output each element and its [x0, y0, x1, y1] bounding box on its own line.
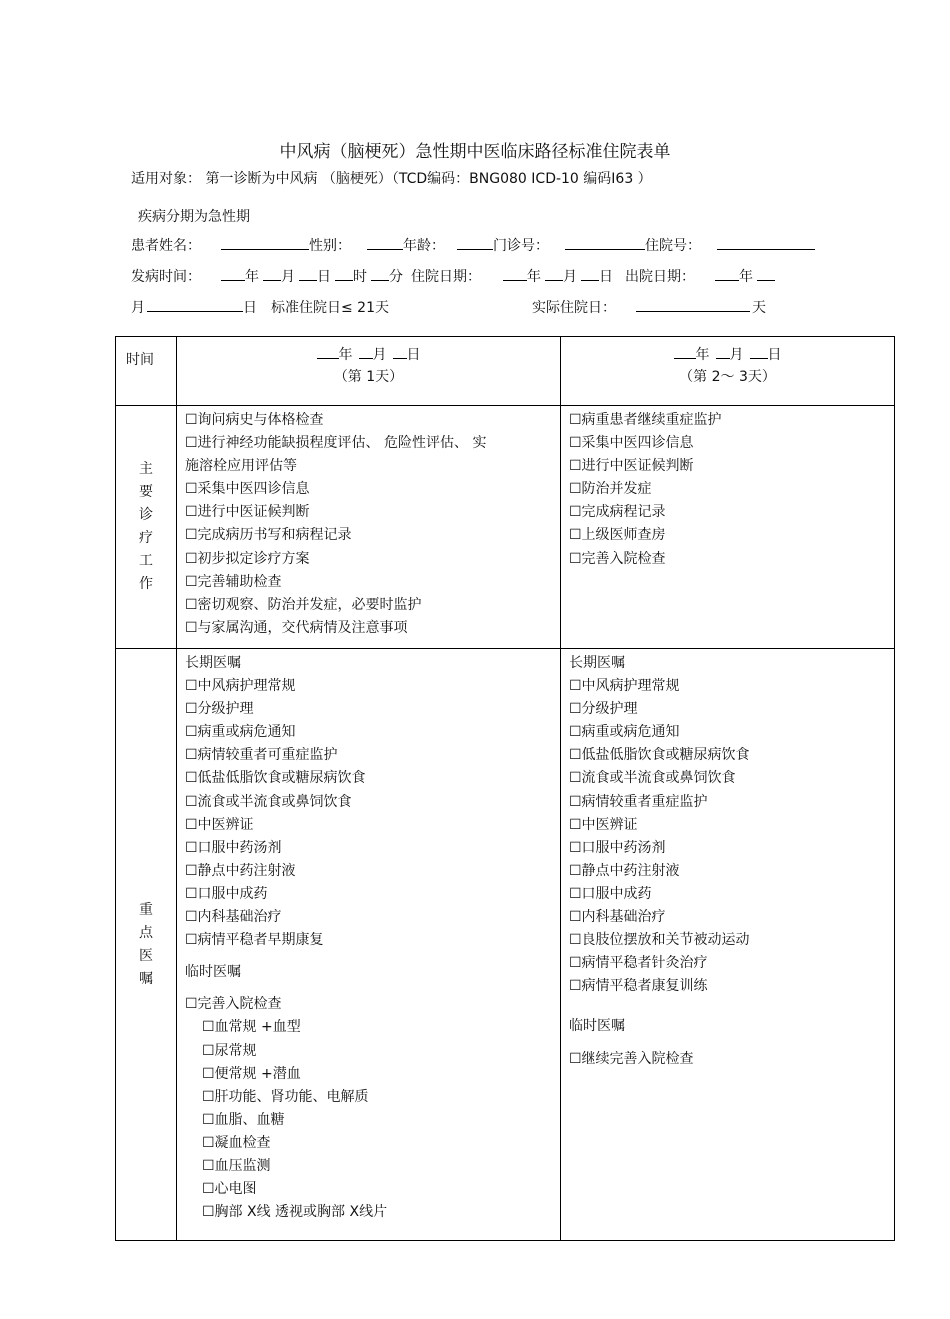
checklist-item[interactable]: ☐中医辨证: [185, 816, 254, 833]
row-label-char: 重: [139, 901, 153, 918]
month-label: 月: [281, 269, 295, 285]
col1-year-field[interactable]: [317, 344, 339, 359]
checklist-item[interactable]: ☐口服中成药: [569, 885, 652, 902]
checklist-item[interactable]: ☐病情较重者可重症监护: [185, 747, 338, 764]
checklist-item[interactable]: ☐病情平稳者针灸治疗: [569, 955, 708, 972]
onset-minute-field[interactable]: [371, 266, 389, 281]
checklist-item[interactable]: ☐询问病史与体格检查: [185, 412, 324, 428]
checklist-item[interactable]: ☐中风病护理常规: [569, 678, 680, 695]
checklist-item[interactable]: ☐采集中医四诊信息: [569, 435, 694, 452]
checklist-item[interactable]: ☐与家属沟通，交代病情及注意事项: [185, 619, 408, 636]
checklist-item[interactable]: ☐中风病护理常规: [185, 678, 296, 695]
checklist-item[interactable]: ☐病重患者继续重症监护: [569, 412, 722, 428]
day-unit-label: 天: [752, 300, 766, 316]
checklist-item[interactable]: ☐完成病历书写和病程记录: [185, 527, 352, 544]
long-term-orders-heading: 长期医嘱: [569, 655, 625, 671]
stage-line: 疾病分期为急性期: [138, 209, 250, 225]
key-orders-label: [116, 649, 177, 1241]
col1-header: [177, 337, 561, 406]
checklist-item[interactable]: ☐低盐低脂饮食或糖尿病饮食: [185, 770, 366, 787]
col2-header: [561, 337, 895, 406]
year-label: 年: [245, 269, 259, 285]
work-col2-list: [561, 406, 895, 649]
day-label: 日: [243, 300, 257, 316]
stay-line: [131, 297, 389, 317]
admit-date-label: 住院日期：: [411, 269, 481, 285]
checklist-item[interactable]: ☐病重或病危通知: [185, 724, 296, 741]
inpatient-number-field[interactable]: [717, 235, 815, 250]
sex-field[interactable]: [367, 235, 403, 250]
checklist-item[interactable]: ☐完善入院检查: [185, 996, 282, 1013]
actual-stay: [532, 297, 766, 317]
clinic-number-label: 门诊号：: [493, 238, 549, 254]
actual-stay-field[interactable]: [636, 297, 750, 312]
checklist-subitem[interactable]: ☐心电图: [202, 1181, 257, 1198]
age-field[interactable]: [457, 235, 493, 250]
col1-day-field[interactable]: [393, 344, 407, 359]
row-label-char: 要: [139, 484, 153, 500]
checklist-item[interactable]: ☐中医辨证: [569, 816, 638, 833]
col1-date: [177, 344, 560, 366]
orders-col2-list: [561, 649, 895, 1241]
checklist-item[interactable]: ☐病情较重者重症监护: [569, 793, 708, 810]
row-label-char: 工: [139, 553, 153, 569]
time-label: 时间: [126, 352, 154, 368]
day-label: 日: [317, 269, 331, 285]
main-work-row: [116, 406, 895, 649]
checklist-item[interactable]: ☐口服中药汤剂: [185, 839, 282, 856]
checklist-item[interactable]: ☐初步拟定诊疗方案: [185, 550, 310, 567]
checklist-item[interactable]: 施溶栓应用评估等: [185, 458, 297, 475]
age-label: 年龄：: [403, 238, 445, 254]
row-label-char: 诊: [139, 507, 153, 523]
checklist-item[interactable]: ☐静点中药注射液: [185, 862, 296, 879]
col2-day-number: （第 2～ 3天）: [679, 369, 776, 385]
temp-orders-heading: 临时医嘱: [569, 1018, 625, 1035]
checklist-subitem[interactable]: ☐尿常规: [202, 1042, 257, 1059]
admit-day-field[interactable]: [581, 266, 599, 281]
checklist-subitem[interactable]: ☐血压监测: [202, 1157, 271, 1174]
checklist-item[interactable]: ☐进行中医证候判断: [185, 504, 310, 521]
patient-name-label: 患者姓名：: [131, 238, 201, 254]
actual-stay-label: 实际住院日：: [532, 300, 616, 316]
checklist-item[interactable]: ☐内科基础治疗: [569, 909, 666, 926]
checklist-item[interactable]: ☐完善辅助检查: [185, 573, 282, 590]
year-label: 年: [739, 269, 753, 285]
row-label-char: 疗: [139, 530, 153, 546]
long-term-orders-heading: 长期医嘱: [185, 655, 241, 671]
year-label: 年: [695, 347, 710, 363]
checklist-item[interactable]: ☐口服中药汤剂: [569, 839, 666, 856]
scope-line: 适用对象： 第一诊断为中风病 （脑梗死）（TCD编码：BNG080 ICD-10 编码I63 ）: [131, 171, 652, 187]
standard-stay-label: 标准住院日≤ 21天: [271, 300, 389, 316]
col1-month-field[interactable]: [359, 344, 373, 359]
onset-day-field[interactable]: [299, 266, 317, 281]
checklist-subitem[interactable]: ☐肝功能、肾功能、电解质: [202, 1088, 369, 1105]
key-orders-row: [116, 649, 895, 1241]
month-label: 月: [729, 347, 744, 363]
row-label-char: 主: [139, 461, 153, 477]
patient-line: [131, 235, 815, 255]
year-label: 年: [338, 347, 353, 363]
row-label-char: 点: [139, 924, 153, 941]
admit-month-field[interactable]: [545, 266, 563, 281]
patient-name-field[interactable]: [221, 235, 309, 250]
month-label: 月: [563, 269, 577, 285]
checklist-subitem[interactable]: ☐凝血检查: [202, 1134, 271, 1151]
day-label: 日: [767, 347, 782, 363]
admit-year-field[interactable]: [503, 266, 527, 281]
clinic-number-field[interactable]: [565, 235, 645, 250]
work-col1-list: [177, 406, 561, 649]
checklist-subitem[interactable]: ☐胸部 X线 透视或胸部 X线片: [202, 1204, 388, 1221]
checklist-item[interactable]: ☐病情平稳者康复训练: [569, 978, 708, 995]
checklist-item[interactable]: ☐分级护理: [569, 701, 638, 718]
discharge-year-field[interactable]: [715, 266, 739, 281]
checklist-item[interactable]: ☐口服中成药: [185, 885, 268, 902]
checklist-item[interactable]: ☐进行神经功能缺损程度评估、 危险性评估、 实: [185, 435, 487, 452]
form-title: 中风病（脑梗死）急性期中医临床路径标准住院表单: [279, 142, 671, 162]
col1-day-number: （第 1天）: [333, 369, 404, 385]
hour-label: 时: [353, 269, 367, 285]
col2-month-field[interactable]: [716, 344, 730, 359]
year-label: 年: [527, 269, 541, 285]
checklist-item[interactable]: ☐继续完善入院检查: [569, 1050, 694, 1067]
checklist-item[interactable]: ☐完成病程记录: [569, 504, 666, 521]
checklist-item[interactable]: ☐内科基础治疗: [185, 909, 282, 926]
onset-line: [131, 266, 775, 286]
checklist-item[interactable]: ☐病情平稳者早期康复: [185, 932, 324, 949]
checklist-item[interactable]: ☐良肢位摆放和关节被动运动: [569, 932, 750, 949]
pathway-table: [115, 336, 895, 1241]
onset-label: 发病时间：: [131, 269, 201, 285]
checklist-item[interactable]: ☐完善入院检查: [569, 550, 666, 567]
month-label: 月: [372, 347, 387, 363]
checklist-item[interactable]: ☐防治并发症: [569, 481, 652, 498]
discharge-month-field[interactable]: [757, 266, 775, 281]
checklist-item[interactable]: ☐低盐低脂饮食或糖尿病饮食: [569, 747, 750, 764]
row-label-char: 医: [139, 947, 153, 964]
row-label-char: 作: [139, 576, 153, 592]
main-work-label: [116, 406, 177, 649]
inpatient-number-label: 住院号：: [645, 238, 701, 254]
checklist-item[interactable]: ☐静点中药注射液: [569, 862, 680, 879]
onset-month-field[interactable]: [263, 266, 281, 281]
onset-hour-field[interactable]: [335, 266, 353, 281]
col2-day-field[interactable]: [750, 344, 768, 359]
month-label: 月: [131, 300, 145, 316]
col2-year-field[interactable]: [674, 344, 696, 359]
checklist-item[interactable]: ☐分级护理: [185, 701, 254, 718]
col2-date: [561, 344, 894, 366]
sex-label: 性别：: [309, 238, 351, 254]
row-label-char: 嘱: [139, 970, 153, 987]
onset-year-field[interactable]: [221, 266, 245, 281]
checklist-item[interactable]: ☐进行中医证候判断: [569, 458, 694, 475]
orders-col1-list: [177, 649, 561, 1241]
checklist-subitem[interactable]: ☐便常规 +潜血: [202, 1065, 301, 1082]
checklist-subitem[interactable]: ☐血脂、血糖: [202, 1111, 285, 1128]
checklist-subitem[interactable]: ☐血常规 +血型: [202, 1019, 301, 1036]
checklist-item[interactable]: ☐上级医师查房: [569, 527, 666, 544]
checklist-item[interactable]: ☐流食或半流食或鼻饲饮食: [185, 793, 352, 810]
discharge-day-field[interactable]: [147, 297, 243, 312]
temp-orders-heading: 临时医嘱: [185, 964, 241, 981]
day-label: 日: [599, 269, 613, 285]
minute-label: 分: [389, 269, 403, 285]
checklist-item[interactable]: ☐病重或病危通知: [569, 724, 680, 741]
table-header-row: [116, 337, 895, 406]
checklist-item[interactable]: ☐密切观察、防治并发症，必要时监护: [185, 596, 422, 613]
discharge-date-label: 出院日期：: [625, 269, 695, 285]
checklist-item[interactable]: ☐采集中医四诊信息: [185, 481, 310, 498]
day-label: 日: [406, 347, 421, 363]
checklist-item[interactable]: ☐流食或半流食或鼻饲饮食: [569, 770, 736, 787]
time-label-cell: [116, 337, 177, 406]
